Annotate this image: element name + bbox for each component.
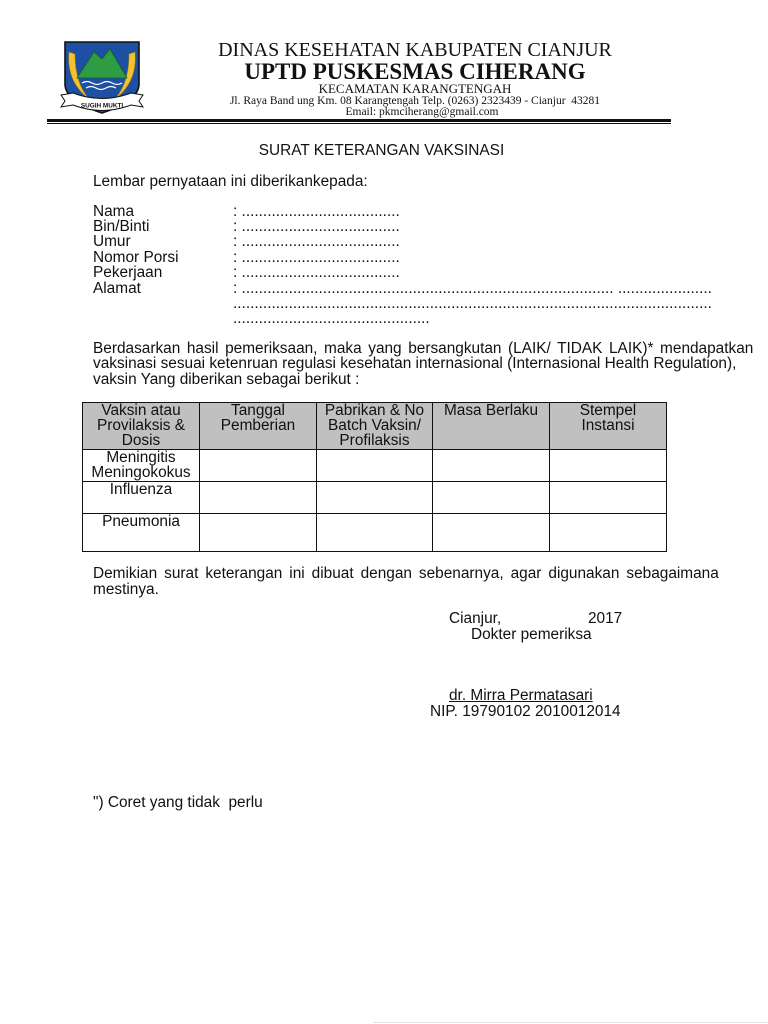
doctor-name: dr. Mirra Permatasari — [449, 686, 593, 704]
office-email: Email: pkmciherang@gmail.com — [345, 106, 499, 119]
statement-paragraph — [93, 341, 753, 388]
cell-date-given — [200, 514, 317, 552]
cell-manufacturer-batch — [317, 450, 433, 482]
table-row — [83, 450, 667, 482]
signature-place: Cianjur, — [449, 609, 502, 627]
closing-paragraph — [93, 566, 719, 598]
signature-year: 2017 — [588, 609, 623, 627]
field-blank-dots: : ..................................... — [233, 233, 400, 251]
field-blank-dots: ................................................................................................................ — [233, 295, 712, 313]
header-line: Instansi — [581, 417, 635, 434]
statement-line: Berdasarkan hasil pemeriksaan, maka yang bersangkutan (LAIK/ TIDAK LAIK)* mendapatkan — [93, 339, 754, 357]
table-row — [83, 482, 667, 514]
header-line: Dosis — [121, 432, 161, 449]
cell-stamp — [550, 450, 667, 482]
header-date-given — [200, 403, 317, 450]
field-blank-dots: : ..................................... — [233, 218, 400, 236]
field-label: Nama — [93, 202, 135, 220]
office-address: Jl. Raya Band ung Km. 08 Karangtengah Telp. (0263) 2323439 - Cianjur 43281 — [229, 95, 601, 108]
field-blank-dots: : ....................................................................................... ...................... — [233, 279, 712, 297]
letterhead-divider — [47, 119, 671, 124]
field-row-pekerjaan — [93, 265, 733, 280]
cell-date-given — [200, 450, 317, 482]
field-label: Bin/Binti — [93, 218, 150, 236]
cell-date-given — [200, 482, 317, 514]
vaccine-name-line: Meningitis — [106, 449, 176, 466]
cell-validity — [433, 450, 550, 482]
field-row-bin-binti — [93, 219, 733, 234]
intro-text: Lembar pernyataan ini diberikankepada: — [93, 172, 368, 190]
regency-logo — [60, 38, 144, 116]
header-line: Tanggal — [231, 402, 285, 419]
statement-line: vaksin Yang diberikan sebagai berikut : — [93, 370, 360, 388]
header-line: Pabrikan & No — [324, 402, 425, 419]
agency-name: DINAS KESEHATAN KABUPATEN CIANJUR — [218, 39, 612, 61]
vaccine-name-line: Influenza — [109, 481, 173, 498]
field-row-alamat-continuation — [93, 296, 733, 311]
field-blank-dots: : ..................................... — [233, 264, 400, 282]
cell-vaccine — [83, 514, 200, 552]
recipient-fields — [93, 204, 733, 327]
district-name: KECAMATAN KARANGTENGAH — [318, 80, 512, 96]
field-blank-dots: .............................................. — [233, 310, 430, 328]
header-line: Stempel — [579, 402, 637, 419]
field-label: Pekerjaan — [93, 264, 163, 282]
table-header-row — [83, 403, 667, 450]
cell-manufacturer-batch — [317, 482, 433, 514]
header-line: Masa Berlaku — [443, 402, 539, 419]
field-row-nomor-porsi — [93, 250, 733, 265]
footnote: ") Coret yang tidak perlu — [93, 793, 263, 811]
header-vaccine — [83, 403, 200, 450]
header-validity — [433, 403, 550, 450]
vaccination-table — [82, 402, 667, 552]
field-row-alamat — [93, 281, 733, 296]
field-blank-dots: : ..................................... — [233, 202, 400, 220]
cell-validity — [433, 514, 550, 552]
unit-name: UPTD PUSKESMAS CIHERANG — [244, 58, 586, 84]
logo-motto-text: SUGIH MUKTI — [80, 102, 124, 110]
table-row — [83, 514, 667, 552]
field-blank-dots: : ..................................... — [233, 248, 400, 266]
document-title: SURAT KETERANGAN VAKSINASI — [258, 141, 505, 159]
cell-validity — [433, 482, 550, 514]
statement-line: vaksinasi sesuai ketenruan regulasi kesehatan internasional (Internasional Health Regulation), — [93, 355, 737, 373]
header-manufacturer-batch — [317, 403, 433, 450]
field-row-nama — [93, 204, 733, 219]
closing-line: mestinya. — [93, 580, 159, 598]
header-line: Batch Vaksin/ — [328, 417, 421, 434]
cell-vaccine — [83, 482, 200, 514]
field-label: Nomor Porsi — [93, 248, 179, 266]
field-label: Umur — [93, 233, 131, 251]
header-line: Pemberian — [220, 417, 296, 434]
field-label: Alamat — [93, 279, 141, 297]
header-stamp — [550, 403, 667, 450]
doctor-nip: NIP. 19790102 2010012014 — [430, 702, 621, 720]
header-line: Provilaksis & — [96, 417, 186, 434]
field-row-alamat-continuation — [93, 311, 733, 326]
vaccine-name-line: Meningokokus — [91, 464, 191, 481]
closing-line: Demikian surat keterangan ini dibuat dengan sebenarnya, agar digunakan sebagaimana — [93, 564, 719, 582]
page-edge-line — [373, 1022, 768, 1023]
vaccine-name-line: Pneumonia — [102, 513, 180, 530]
cell-stamp — [550, 482, 667, 514]
cell-vaccine — [83, 450, 200, 482]
field-row-umur — [93, 234, 733, 249]
cell-stamp — [550, 514, 667, 552]
header-line: Vaksin atau — [101, 402, 181, 419]
header-line: Profilaksis — [339, 432, 410, 449]
cell-manufacturer-batch — [317, 514, 433, 552]
signature-role: Dokter pemeriksa — [471, 625, 592, 643]
